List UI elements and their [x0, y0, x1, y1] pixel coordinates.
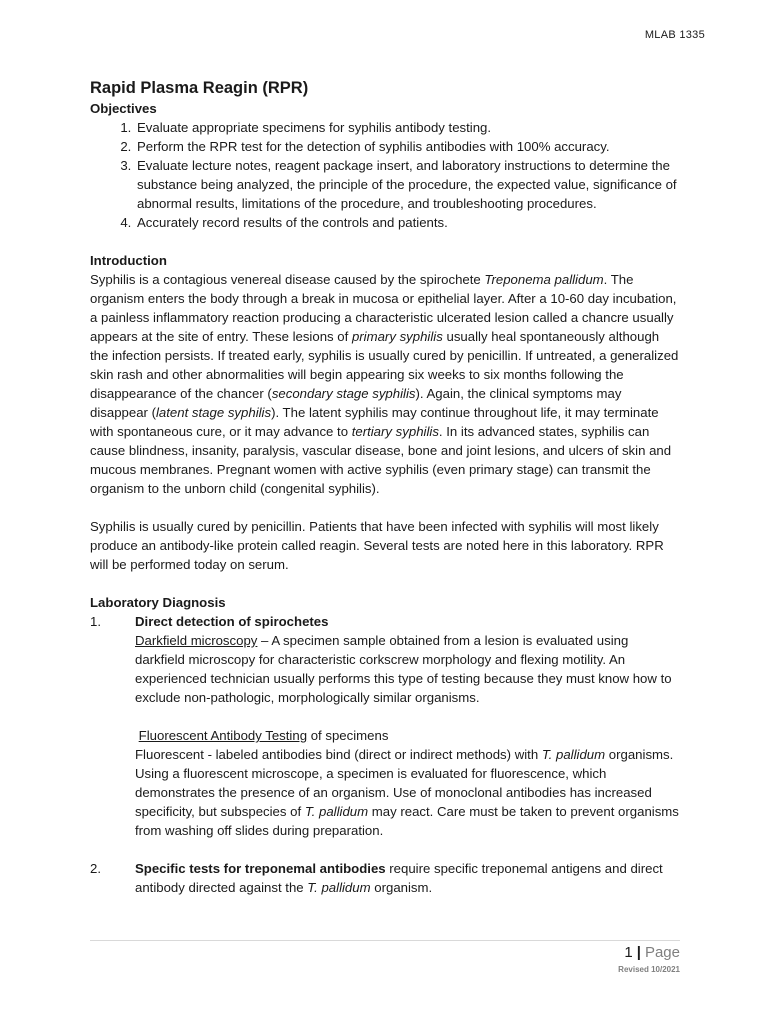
fa-label: Fluorescent Antibody Testing — [138, 728, 308, 743]
objectives-heading: Objectives — [90, 101, 157, 116]
text-run: – A specimen sample obtained from a lesion is evaluated using darkfield microscopy for characteristic corkscrew morphology and flexing motility. An experienced technician usually performs this type of testing because they must know how to exclude non-pathologic, morphologically similar organisms. — [135, 633, 672, 705]
objectives-list — [90, 118, 680, 232]
document-title: Rapid Plasma Reagin (RPR) — [90, 79, 309, 97]
diagnosis-item-2 — [90, 859, 680, 897]
stage-term: tertiary syphilis — [351, 424, 439, 439]
revised-date: Revised 10/2021 — [618, 965, 680, 974]
text-run: Syphilis is a contagious venereal disease caused by the spirochete — [90, 272, 485, 287]
introduction-heading: Introduction — [90, 253, 167, 268]
fa-heading-line — [90, 726, 680, 745]
darkfield-label: Darkfield microscopy — [135, 633, 258, 648]
stage-term: latent stage syphilis — [155, 405, 272, 420]
footer-divider — [90, 940, 680, 941]
item-title: Direct detection of spirochetes — [135, 614, 329, 629]
text-run: . The organism enters the body through a break in mucosa or epithelial layer. After a 10-60 day incubation, a painless inflammatory reaction producing a characteristic ulcerated lesion called a chancre usually appears at the site of entry. These lesions of — [90, 272, 677, 344]
organism-name: T. pallidum — [307, 880, 371, 895]
organism-name: T. pallidum — [304, 804, 369, 819]
page-number-value: 1 — [624, 944, 633, 961]
diagnosis-item-1 — [90, 612, 680, 631]
page-separator: | — [636, 944, 641, 961]
item-number: 1. — [90, 614, 101, 629]
text-run: require specific treponemal antigens and direct antibody directed against the — [135, 861, 663, 895]
objective-item: 1. Evaluate appropriate specimens for syphilis antibody testing. — [135, 118, 680, 137]
text-run: of specimens — [307, 728, 389, 743]
document-body — [90, 78, 680, 897]
text-run: ). Again, the clinical symptoms may disappear ( — [90, 386, 622, 420]
objective-item: 3. Evaluate lecture notes, reagent package insert, and laboratory instructions to determine the substance being analyzed, the principle of the procedure, the expected value, significance of abnormal results, limitations of the procedure, and troubleshooting procedures. — [135, 156, 680, 213]
objective-item: 2. Perform the RPR test for the detection of syphilis antibodies with 100% accuracy. — [135, 137, 680, 156]
lab-diagnosis-heading: Laboratory Diagnosis — [90, 595, 226, 610]
text-run: organism. — [370, 880, 433, 895]
text-run: . In its advanced states, syphilis can cause blindness, insanity, paralysis, vascular disease, bone and joint lesions, and ulcers of skin and mucous membranes. Pregnant women with active syphilis (even primary stage) can transmit the organism to the unborn child (congenital syphilis). — [90, 424, 672, 496]
course-code: MLAB 1335 — [644, 29, 705, 41]
page-word: Page — [644, 944, 680, 961]
text-run: usually heal spontaneously although the infection persists. If treated early, syphilis is usually cured by penicillin. If untreated, a generalized skin rash and other abnormalities will begin appearing six weeks to six months following the disappearance of the chancer ( — [90, 329, 679, 401]
text-run: organisms. Using a fluorescent microscope, a specimen is evaluated for fluorescence, which demonstrates the presence of an organism. Use of monoclonal antibodies has increased specificity, but subspecies of — [135, 747, 674, 819]
item-title: Specific tests for treponemal antibodies — [135, 861, 386, 876]
item-number: 2. — [90, 861, 101, 876]
stage-term: primary syphilis — [351, 329, 443, 344]
text-run: may react. Care must be taken to prevent organisms from washing off slides during preparation. — [135, 804, 679, 838]
stage-term: secondary stage syphilis — [271, 386, 416, 401]
darkfield-paragraph — [90, 631, 680, 707]
introduction-paragraph-2: Syphilis is usually cured by penicillin. Patients that have been infected with syphilis will most likely produce an antibody-like protein called reagin. Several tests are noted here in this laboratory. RPR will be performed today on serum. — [90, 519, 664, 572]
introduction-paragraph-1 — [90, 270, 680, 498]
page-number — [624, 944, 680, 961]
fa-paragraph — [90, 745, 680, 840]
text-run: ). The latent syphilis may continue throughout life, it may terminate with spontaneous cure, or it may advance to — [90, 405, 659, 439]
organism-name: Treponema pallidum — [484, 272, 604, 287]
organism-name: T. pallidum — [541, 747, 606, 762]
text-run: Fluorescent - labeled antibodies bind (direct or indirect methods) with — [135, 747, 542, 762]
objective-item: 4. Accurately record results of the controls and patients. — [135, 213, 680, 232]
